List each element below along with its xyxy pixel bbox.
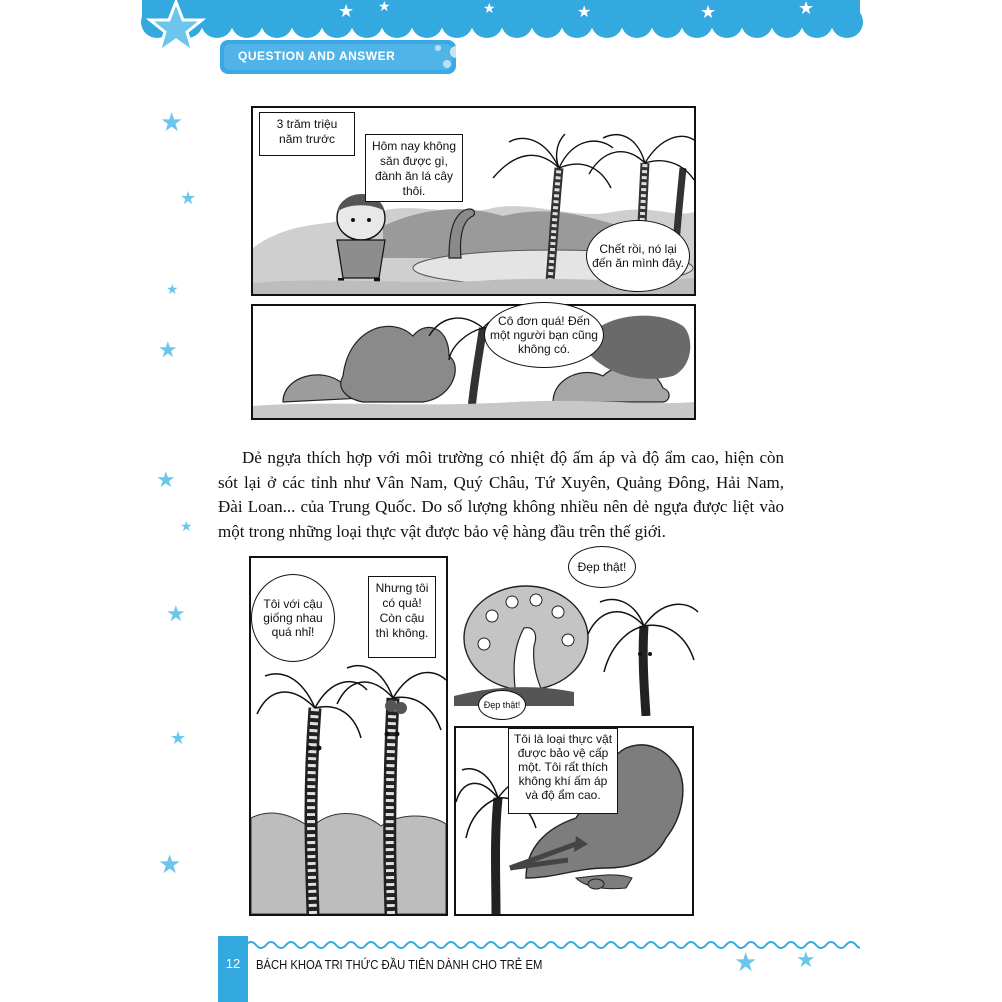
caption-bao-ve: Tôi là loại thực vật được bảo vệ cấp một. Tôi rất thích không khí ấm áp và độ ẩm cao.	[508, 728, 618, 814]
star-icon: ★	[170, 728, 187, 749]
star-icon: ★	[180, 519, 193, 535]
star-icon: ★	[166, 282, 179, 298]
star-icon: ★	[483, 1, 496, 17]
star-icon: ★	[798, 0, 815, 19]
caption-time: 3 trăm triệu năm trước	[259, 112, 355, 156]
star-icon: ★	[166, 602, 186, 627]
footer-book-title: BÁCH KHOA TRI THỨC ĐẦU TIÊN DÀNH CHO TRẺ EM	[256, 958, 543, 972]
speech-bubble-co-don: Cô đơn quá! Đến một người bạn cũng không có.	[484, 302, 604, 368]
star-icon: ★	[156, 468, 176, 493]
comic-panel-2	[251, 304, 696, 420]
star-icon: ★	[160, 108, 184, 138]
star-icon: ★	[158, 338, 178, 363]
star-icon: ★	[796, 948, 816, 973]
footer-wave-line	[246, 938, 860, 952]
star-icon: ★	[734, 948, 758, 978]
banner-label: QUESTION AND ANSWER	[238, 49, 396, 63]
speech-bubble-toi-voi-cau: Tôi với cậu giống nhau quá nhỉ!	[251, 574, 335, 662]
caption-hom-nay: Hôm nay không săn được gì, đành ăn lá cây thôi.	[365, 134, 463, 202]
page-number: 12	[225, 956, 241, 971]
speech-bubble-dep-that-2: Đẹp thật!	[478, 690, 526, 720]
body-paragraph: Dẻ ngựa thích hợp với môi trường có nhiệt độ ấm áp và độ ẩm cao, hiện còn sót lại ở các tỉnh như Vân Nam, Quý Châu, Tứ Xuyên, Quảng Đông, Hải Nam, Đài Loan... của Trung Quốc. Do số lượng không nhiều nên dẻ ngựa được liệt vào một trong những loại thực vật được bảo vệ hàng đầu trên thế giới.	[218, 448, 784, 541]
star-icon: ★	[158, 850, 182, 880]
star-icon: ★	[180, 188, 197, 209]
speech-bubble-chet-roi: Chết rồi, nó lại đến ăn mình đây.	[586, 220, 690, 292]
speech-bubble-dep-that-1: Đẹp thật!	[568, 546, 636, 588]
star-icon: ★	[700, 2, 717, 23]
star-icon: ★	[577, 2, 592, 21]
forest-scene-illustration	[253, 306, 694, 418]
star-icon: ★	[378, 0, 391, 15]
caption-nhung-toi: Nhưng tôi có quả! Còn cậu thì không.	[368, 576, 436, 658]
big-star-icon	[146, 0, 206, 56]
star-icon: ★	[338, 1, 355, 22]
